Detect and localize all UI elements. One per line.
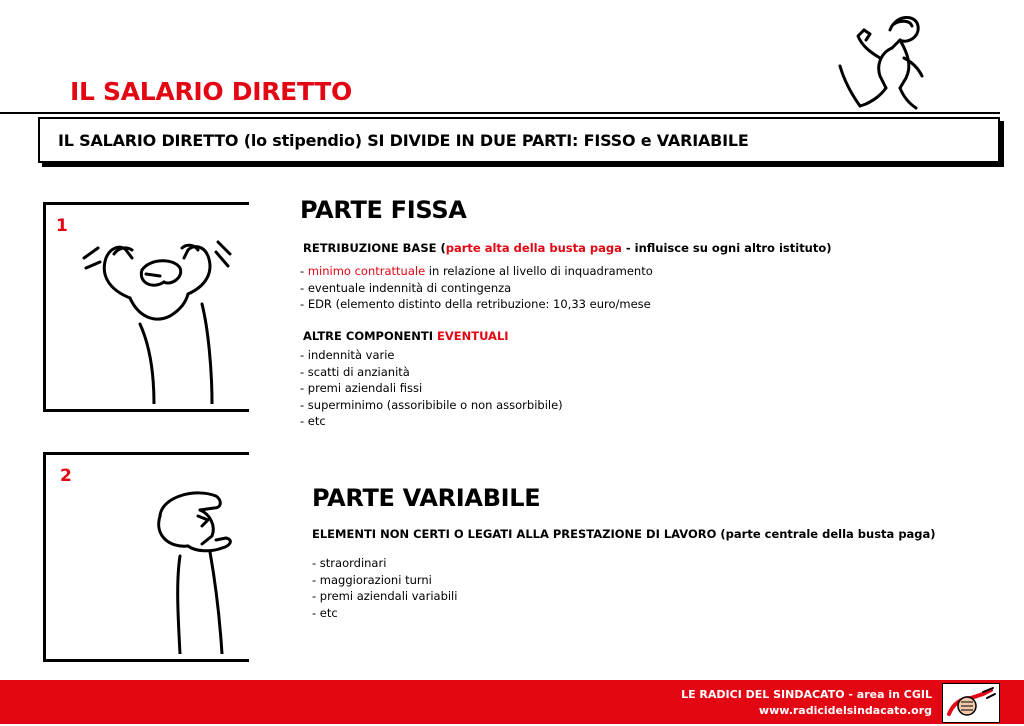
- other-components-list: [300, 347, 563, 430]
- list-item-text: EDR (elemento distinto della retribuzione: 10,33 euro/mese: [307, 297, 651, 311]
- list-item-text: eventuale indennità di contingenza: [307, 280, 512, 295]
- section-heading-variabile: PARTE VARIABILE: [312, 484, 541, 512]
- list-item: - superminimo (assoribibile o non assorbibile): [300, 397, 563, 412]
- other-components-label: [303, 329, 509, 343]
- base-pay-label: [303, 241, 832, 255]
- header-divider: [0, 112, 1000, 114]
- organization-logo: [942, 683, 1000, 723]
- footer-bar: [0, 680, 1024, 724]
- page-title: IL SALARIO DIRETTO: [70, 77, 352, 106]
- variable-elements-label: ELEMENTI NON CERTI O LEGATI ALLA PRESTAZIONE DI LAVORO (parte centrale della busta paga): [312, 527, 936, 541]
- list-item: - premi aziendali variabili: [312, 589, 458, 603]
- list-item-prefix: -: [300, 280, 308, 295]
- list-item: - etc: [300, 414, 326, 428]
- variable-elements-list: [312, 555, 457, 621]
- fist-wrench-icon: [943, 684, 999, 722]
- base-pay-label-note: - influisce su ogni altro istituto): [621, 241, 832, 255]
- list-item-text: in relazione al livello di inquadramento: [425, 264, 653, 278]
- section-number-1: 1: [56, 216, 68, 236]
- base-pay-list: [300, 263, 653, 313]
- section-heading-fissa: PARTE FISSA: [300, 196, 467, 224]
- list-item: - etc: [312, 605, 338, 620]
- list-item: - straordinari: [312, 556, 387, 570]
- list-item: [300, 263, 653, 280]
- base-pay-label-highlight: parte alta della busta paga: [445, 241, 622, 255]
- list-item: - scatti di anzianità: [300, 364, 410, 379]
- other-components-label-highlight: EVENTUALI: [436, 329, 509, 343]
- list-item-prefix: -: [300, 264, 308, 278]
- section-number-2: 2: [60, 466, 72, 486]
- list-item: - indennità varie: [300, 348, 395, 362]
- list-item: - maggiorazioni turni: [312, 572, 432, 587]
- other-components-label-text: ALTRE COMPONENTI: [303, 329, 437, 343]
- list-item-highlight: minimo contrattuale: [307, 264, 426, 278]
- footer-organization: LE RADICI DEL SINDACATO - area in CGIL: [681, 688, 932, 701]
- running-man-illustration: [820, 8, 930, 116]
- list-item: [300, 280, 653, 297]
- list-item: - premi aziendali fissi: [300, 381, 423, 395]
- base-pay-label-text: RETRIBUZIONE BASE (: [303, 241, 446, 255]
- list-item: [300, 296, 653, 313]
- strong-man-illustration: [70, 228, 240, 404]
- thinking-man-illustration: [140, 486, 246, 654]
- list-item-prefix: -: [300, 297, 308, 311]
- subtitle: IL SALARIO DIRETTO (lo stipendio) SI DIVIDE IN DUE PARTI: FISSO e VARIABILE: [58, 131, 749, 150]
- footer-website-link[interactable]: www.radicidelsindacato.org: [758, 704, 932, 717]
